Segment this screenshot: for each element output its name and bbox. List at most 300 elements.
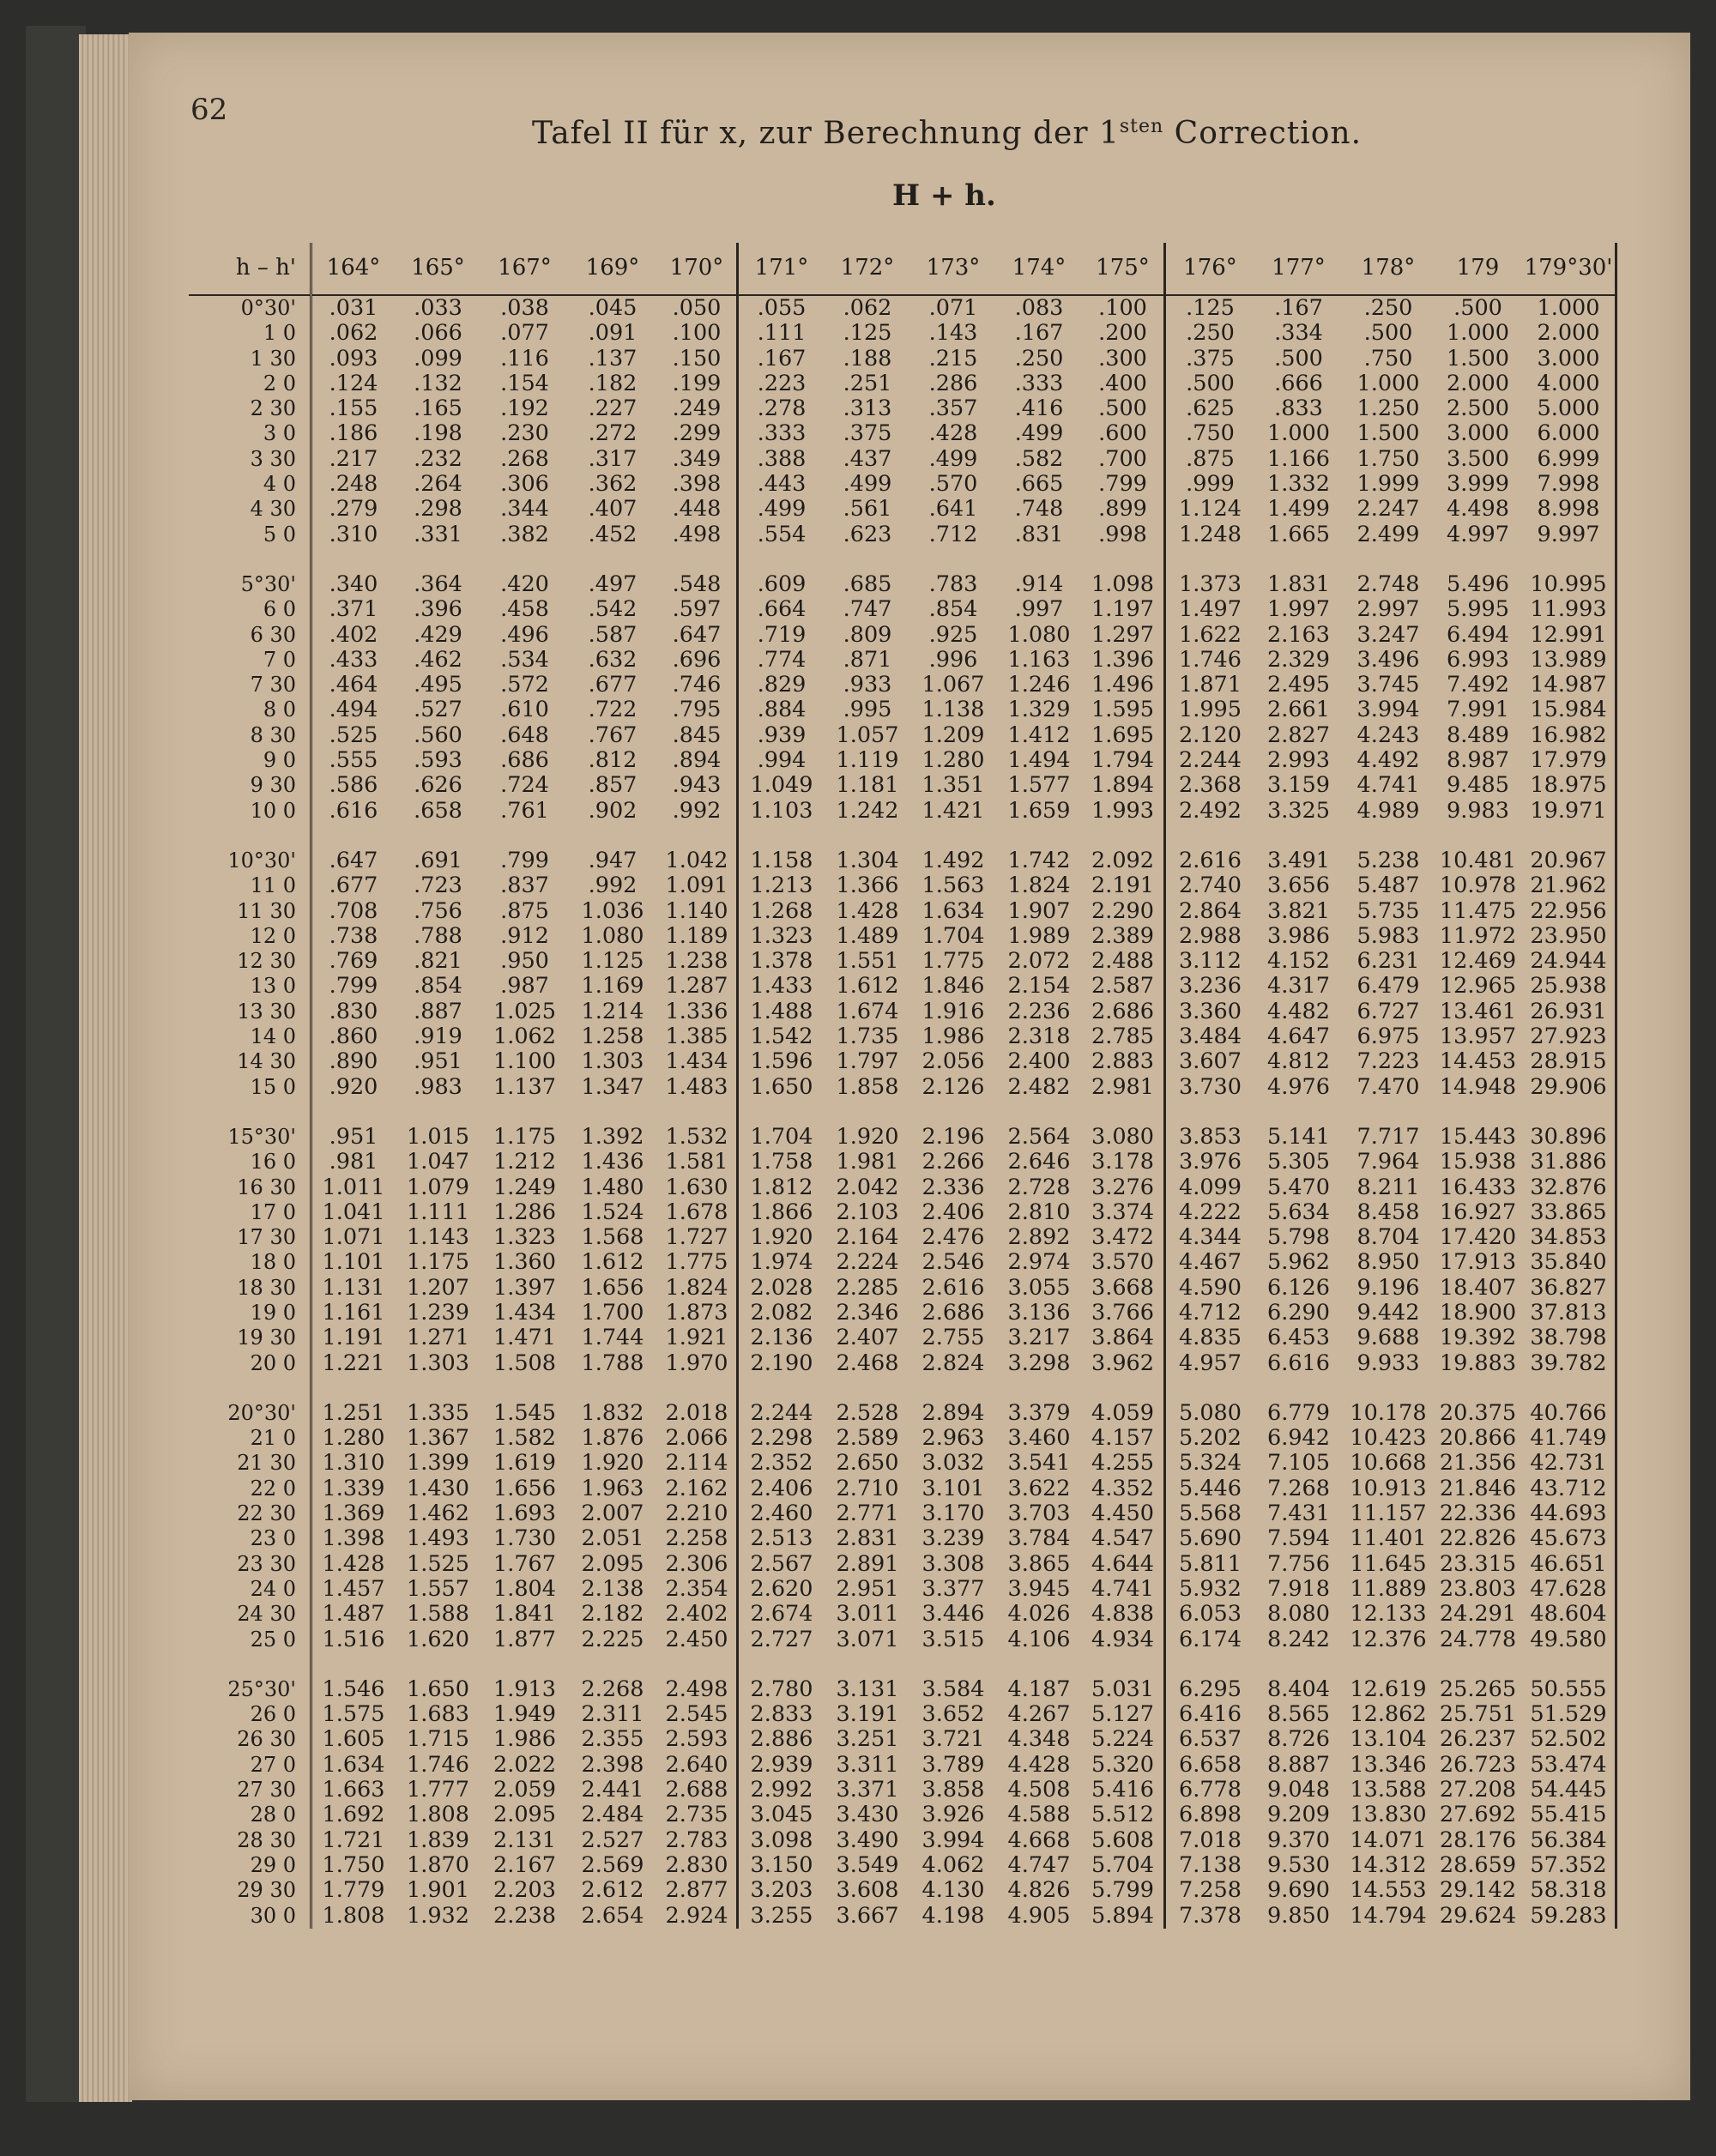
value-cell: 1.727	[665, 1224, 728, 1251]
spacer-cell	[996, 547, 1082, 572]
value-cell: 46.651	[1522, 1552, 1616, 1577]
value-cell: 23.950	[1522, 924, 1616, 949]
column-header: 170°	[657, 243, 738, 295]
value-cell: 6.453	[1266, 1325, 1330, 1351]
value-cell: 7.470	[1356, 1073, 1420, 1100]
value-cell: 6.053	[1165, 1602, 1255, 1627]
value-cell: .448	[672, 496, 722, 522]
value-cell: 11.401	[1350, 1525, 1427, 1552]
value-cell: .586	[311, 773, 396, 798]
value-cell: 4.344	[1165, 1225, 1255, 1250]
value-cell: 59.283	[1522, 1904, 1616, 1929]
value-cell: .248	[311, 472, 396, 497]
spacer-cell	[1434, 824, 1522, 849]
value-cell: 1.392	[581, 1123, 644, 1150]
value-cell: 3.730	[1165, 1075, 1255, 1100]
value-cell: 1.351	[921, 772, 985, 799]
table-body	[189, 295, 1616, 1929]
value-cell: 3.484	[1165, 1024, 1255, 1049]
value-cell: 6.975	[1356, 1024, 1420, 1050]
value-cell: 1.545	[492, 1399, 556, 1426]
spacer-cell	[568, 1100, 657, 1125]
value-cell: 2.406	[921, 1199, 985, 1225]
spacer-cell	[311, 1376, 396, 1401]
value-cell: 2.311	[581, 1701, 644, 1728]
value-cell: .100	[1098, 295, 1147, 321]
spacer-cell	[311, 824, 396, 849]
value-cell: .719	[738, 623, 825, 648]
value-cell: 8.080	[1266, 1601, 1330, 1628]
value-cell: 1.901	[406, 1877, 469, 1904]
value-cell: 9.933	[1356, 1350, 1420, 1376]
spacer-cell	[657, 1652, 738, 1677]
value-cell: 2.203	[492, 1877, 556, 1904]
value-cell: 1.516	[311, 1628, 396, 1652]
row-label-cell: 20 0	[250, 1350, 296, 1375]
table-row	[189, 1075, 1616, 1100]
value-cell: 29.142	[1439, 1877, 1517, 1904]
value-cell: 1.808	[406, 1802, 469, 1828]
value-cell: 3.377	[921, 1575, 985, 1602]
value-cell: .344	[500, 496, 549, 522]
value-cell: 49.580	[1522, 1628, 1616, 1652]
value-cell: 1.249	[492, 1174, 556, 1200]
value-cell: 1.500	[1356, 420, 1420, 447]
value-cell: 2.748	[1356, 571, 1420, 597]
value-cell: 1.428	[311, 1552, 396, 1577]
value-cell: 5.470	[1266, 1174, 1330, 1200]
value-cell: 5.202	[1165, 1426, 1255, 1451]
value-cell: 2.546	[921, 1249, 985, 1276]
value-cell: 15.443	[1439, 1123, 1517, 1150]
value-cell: 1.970	[665, 1350, 728, 1376]
value-cell: 6.778	[1165, 1778, 1255, 1803]
spacer-cell	[311, 547, 396, 572]
row-label-cell: 13 30	[237, 999, 296, 1024]
value-cell: .268	[500, 445, 549, 472]
value-cell: .333	[1014, 370, 1064, 396]
value-cell: 6.174	[1165, 1628, 1255, 1652]
value-cell: .182	[588, 370, 637, 396]
value-cell: 10.668	[1350, 1450, 1427, 1477]
value-cell: 1.921	[665, 1325, 728, 1351]
table-row	[189, 295, 1616, 321]
row-label-cell: 28 0	[250, 1803, 296, 1827]
value-cell: .925	[928, 621, 978, 648]
value-cell: 2.569	[581, 1851, 644, 1878]
table-row	[189, 371, 1616, 396]
value-cell: .150	[672, 345, 722, 371]
value-cell: 5.735	[1356, 897, 1420, 924]
value-cell: 4.826	[1007, 1877, 1071, 1904]
value-cell: 2.163	[1266, 621, 1330, 648]
value-cell: 2.000	[1522, 321, 1616, 346]
row-label-cell: 24 0	[250, 1576, 296, 1601]
spacer-cell	[657, 824, 738, 849]
value-cell: .555	[311, 748, 396, 773]
value-cell: 4.741	[1091, 1575, 1154, 1602]
value-cell: 2.355	[581, 1726, 644, 1753]
value-cell: 39.782	[1522, 1351, 1616, 1376]
value-cell: 2.894	[921, 1399, 985, 1426]
value-cell: 5.690	[1165, 1526, 1255, 1551]
value-cell: 2.082	[738, 1301, 825, 1326]
value-cell: 1.367	[406, 1425, 469, 1452]
value-cell: 2.018	[665, 1399, 728, 1426]
value-cell: .641	[928, 496, 978, 522]
value-cell: .099	[414, 345, 462, 371]
page-edges	[79, 34, 132, 2102]
spacer-cell	[825, 824, 910, 849]
value-cell: .712	[928, 521, 978, 547]
value-cell: .200	[1098, 320, 1147, 347]
value-cell: 2.780	[738, 1677, 825, 1702]
table-row	[189, 396, 1616, 421]
column-header: 169°	[568, 243, 657, 295]
spacer-cell	[1082, 1652, 1165, 1677]
value-cell: .264	[414, 471, 462, 498]
value-cell: 3.962	[1091, 1350, 1154, 1376]
value-cell: 11.475	[1439, 897, 1517, 924]
value-cell: 28.659	[1439, 1851, 1517, 1878]
value-cell: 1.630	[665, 1174, 728, 1200]
value-cell: 5.894	[1091, 1902, 1154, 1929]
value-cell: 14.948	[1439, 1073, 1517, 1100]
value-cell: 7.268	[1266, 1475, 1330, 1501]
value-cell: .875	[1165, 447, 1255, 472]
value-cell: 11.993	[1522, 597, 1616, 622]
value-cell: .364	[414, 571, 462, 597]
value-cell: .499	[928, 445, 978, 472]
value-cell: 4.668	[1007, 1827, 1071, 1853]
value-cell: .648	[500, 722, 549, 748]
value-cell: .767	[588, 722, 637, 748]
value-cell: .600	[1098, 420, 1147, 447]
value-cell: 4.838	[1091, 1601, 1154, 1628]
value-cell: 10.978	[1439, 873, 1517, 899]
correction-table	[189, 243, 1617, 1929]
value-cell: 4.198	[921, 1902, 985, 1929]
value-cell: 5.324	[1165, 1451, 1255, 1476]
value-cell: 1.471	[492, 1325, 556, 1351]
table-row	[189, 1778, 1616, 1803]
spacer-cell	[1165, 1376, 1255, 1401]
value-cell: 1.797	[836, 1048, 899, 1075]
value-cell: 2.492	[1165, 799, 1255, 824]
value-cell: 12.619	[1350, 1676, 1427, 1702]
value-cell: 4.243	[1356, 722, 1420, 748]
value-cell: 3.191	[836, 1701, 899, 1728]
table-row	[189, 698, 1616, 722]
value-cell: .700	[1098, 445, 1147, 472]
value-cell: 1.824	[665, 1274, 728, 1301]
value-cell: 3.298	[1007, 1350, 1071, 1376]
table-row	[189, 1727, 1616, 1752]
value-cell: 1.124	[1165, 497, 1255, 522]
value-cell: .278	[738, 396, 825, 421]
table-row	[189, 1150, 1616, 1175]
value-cell: .677	[588, 672, 637, 698]
value-cell: 1.989	[1007, 922, 1071, 949]
value-cell: .769	[311, 949, 396, 974]
value-cell: .083	[1014, 295, 1064, 321]
value-cell: 1.986	[492, 1726, 556, 1753]
value-cell: 18.900	[1439, 1299, 1517, 1326]
row-label-cell: 14 0	[250, 1024, 296, 1049]
value-cell: 1.693	[492, 1501, 556, 1527]
value-cell: 3.255	[738, 1904, 825, 1929]
value-cell: 1.656	[492, 1475, 556, 1501]
value-cell: .249	[672, 396, 722, 422]
value-cell: .299	[672, 420, 722, 447]
row-label-cell: 10 0	[250, 798, 296, 823]
value-cell: .227	[588, 396, 637, 422]
value-cell: 3.101	[921, 1475, 985, 1501]
row-label-cell: 4 30	[250, 497, 296, 522]
value-cell: 2.488	[1091, 948, 1154, 975]
value-cell: 25.938	[1522, 974, 1616, 999]
spacer-cell	[395, 1100, 481, 1125]
value-cell: 6.898	[1165, 1803, 1255, 1827]
value-cell: 6.537	[1165, 1727, 1255, 1752]
value-cell: 9.048	[1266, 1777, 1330, 1803]
value-cell: 1.487	[311, 1602, 396, 1627]
value-cell: 1.831	[1266, 571, 1330, 597]
column-header: 167°	[481, 243, 568, 295]
value-cell: .230	[500, 420, 549, 447]
value-cell: .992	[588, 873, 637, 899]
value-cell: 3.131	[836, 1676, 899, 1702]
table-row	[189, 1049, 1616, 1074]
value-cell: 5.608	[1091, 1827, 1154, 1853]
value-cell: 3.239	[921, 1525, 985, 1552]
value-cell: 57.352	[1522, 1853, 1616, 1878]
value-cell: 2.587	[1091, 973, 1154, 999]
value-cell: 1.103	[738, 799, 825, 824]
value-cell: 3.472	[1091, 1224, 1154, 1251]
value-cell: 3.570	[1091, 1249, 1154, 1276]
value-cell: 1.619	[492, 1450, 556, 1477]
value-cell: .496	[500, 621, 549, 648]
value-cell: .685	[843, 571, 892, 597]
value-cell: .396	[414, 596, 462, 623]
table-row	[189, 1426, 1616, 1451]
value-cell: .912	[500, 922, 549, 949]
value-cell: .875	[500, 897, 549, 924]
value-cell: 4.450	[1091, 1501, 1154, 1527]
value-cell: 19.883	[1439, 1350, 1517, 1376]
value-cell: .831	[1014, 521, 1064, 547]
table-row	[189, 597, 1616, 622]
value-cell: .055	[738, 295, 825, 321]
value-cell: 1.000	[1266, 420, 1330, 447]
value-cell: .597	[672, 596, 722, 623]
value-cell: .799	[500, 847, 549, 873]
table-row	[189, 321, 1616, 346]
value-cell: 2.095	[492, 1802, 556, 1828]
value-cell: 3.080	[1091, 1123, 1154, 1150]
value-cell: 8.704	[1356, 1224, 1420, 1251]
value-cell: .400	[1098, 370, 1147, 396]
value-cell: 2.728	[1007, 1174, 1071, 1200]
value-cell: 1.480	[581, 1174, 644, 1200]
value-cell: 5.487	[1356, 873, 1420, 899]
value-cell: .500	[1363, 320, 1413, 347]
value-cell: 1.634	[921, 897, 985, 924]
row-label-cell: 22 30	[237, 1501, 296, 1526]
value-cell: 1.715	[406, 1726, 469, 1753]
value-cell: 2.066	[665, 1425, 728, 1452]
value-cell: 1.832	[581, 1399, 644, 1426]
row-label-cell: 2 0	[263, 371, 296, 396]
value-cell: .349	[672, 445, 722, 472]
row-label-cell: 14 30	[237, 1049, 296, 1074]
value-cell: 1.496	[1091, 672, 1154, 698]
value-cell: 4.348	[1007, 1726, 1071, 1753]
value-cell: 1.839	[406, 1827, 469, 1853]
column-header: 178°	[1343, 243, 1434, 295]
value-cell: 2.484	[581, 1802, 644, 1828]
spacer-cell	[1343, 824, 1434, 849]
value-cell: 2.833	[738, 1702, 825, 1727]
value-cell: .761	[500, 797, 549, 824]
value-cell: 1.303	[406, 1350, 469, 1376]
title-tail: Correction.	[1163, 116, 1363, 151]
value-cell: 1.399	[406, 1450, 469, 1477]
value-cell: 51.529	[1522, 1702, 1616, 1727]
value-cell: 1.062	[492, 1024, 556, 1050]
value-cell: .154	[500, 370, 549, 396]
value-cell: 4.588	[1007, 1802, 1071, 1828]
value-cell: 1.779	[311, 1878, 396, 1903]
value-cell: 26.237	[1439, 1726, 1517, 1753]
value-cell: 1.000	[1356, 370, 1420, 396]
value-cell: 4.492	[1356, 747, 1420, 774]
value-cell: .429	[414, 621, 462, 648]
value-cell: 8.987	[1446, 747, 1509, 774]
value-cell: 5.305	[1266, 1149, 1330, 1175]
value-cell: 53.474	[1522, 1753, 1616, 1778]
value-cell: .788	[414, 922, 462, 949]
value-cell: 3.311	[836, 1751, 899, 1778]
value-cell: 22.956	[1522, 899, 1616, 924]
spacer-cell	[1522, 1376, 1616, 1401]
value-cell: 2.450	[665, 1626, 728, 1652]
value-cell: 4.187	[1007, 1676, 1071, 1702]
value-cell: 4.976	[1266, 1073, 1330, 1100]
value-cell: 24.778	[1439, 1626, 1517, 1652]
spacer-cell	[996, 1652, 1082, 1677]
row-label-cell: 8 30	[250, 722, 296, 747]
value-cell: 1.239	[406, 1299, 469, 1326]
value-cell: .031	[311, 295, 396, 321]
value-cell: 1.858	[836, 1073, 899, 1100]
spacer-cell	[1343, 1376, 1434, 1401]
value-cell: 1.963	[581, 1475, 644, 1501]
value-cell: 2.963	[921, 1425, 985, 1452]
table-row	[189, 421, 1616, 446]
row-label-cell: 29 30	[237, 1878, 296, 1903]
value-cell: 7.105	[1266, 1450, 1330, 1477]
row-label-cell: 1 0	[263, 321, 296, 346]
value-cell: 22.826	[1439, 1525, 1517, 1552]
value-cell: 2.236	[1007, 998, 1071, 1024]
table-row	[189, 924, 1616, 949]
value-cell: 7.378	[1165, 1904, 1255, 1929]
spacer-cell	[1522, 824, 1616, 849]
value-cell: 1.025	[492, 998, 556, 1024]
row-label-cell: 25°30'	[227, 1676, 296, 1701]
value-cell: 2.238	[492, 1902, 556, 1929]
value-cell: 8.404	[1266, 1676, 1330, 1702]
value-cell: 2.400	[1007, 1048, 1071, 1075]
value-cell: 2.182	[581, 1601, 644, 1628]
value-cell: .167	[1274, 295, 1323, 321]
column-header: 174°	[996, 243, 1082, 295]
value-cell: 1.581	[665, 1149, 728, 1175]
value-cell: 5.995	[1446, 596, 1509, 623]
value-cell: 2.810	[1007, 1199, 1071, 1225]
spacer-cell	[481, 824, 568, 849]
value-cell: 4.222	[1165, 1200, 1255, 1225]
value-cell: 2.022	[492, 1751, 556, 1778]
value-cell: 2.402	[665, 1601, 728, 1628]
value-cell: .077	[500, 320, 549, 347]
value-cell: .313	[843, 396, 892, 422]
value-cell: .500	[1453, 295, 1502, 321]
spacer-cell	[311, 1652, 396, 1677]
value-cell: 1.508	[492, 1350, 556, 1376]
value-cell: 3.668	[1091, 1274, 1154, 1301]
value-cell: 10.995	[1522, 572, 1616, 597]
value-cell: .570	[928, 471, 978, 498]
table-row	[189, 447, 1616, 472]
value-cell: 3.549	[836, 1851, 899, 1878]
value-cell: 2.000	[1446, 370, 1509, 396]
row-label-cell: 3 0	[263, 421, 296, 446]
value-cell: 1.125	[581, 948, 644, 975]
value-cell: 13.830	[1350, 1802, 1427, 1828]
value-cell: 15.938	[1439, 1149, 1517, 1175]
value-cell: .199	[672, 370, 722, 396]
value-cell: 1.612	[581, 1249, 644, 1276]
spacer-cell	[1254, 1652, 1343, 1677]
value-cell: 1.841	[492, 1601, 556, 1628]
value-cell: 1.119	[836, 747, 899, 774]
value-cell: .981	[311, 1150, 396, 1175]
value-cell: .902	[588, 797, 637, 824]
value-cell: 2.612	[581, 1877, 644, 1904]
table-row	[189, 648, 1616, 673]
value-cell: 3.251	[836, 1726, 899, 1753]
value-cell: 3.308	[921, 1550, 985, 1577]
table-row	[189, 999, 1616, 1024]
value-cell: 1.525	[406, 1550, 469, 1577]
value-cell: 1.175	[492, 1123, 556, 1150]
value-cell: 3.247	[1356, 621, 1420, 648]
value-cell: 2.298	[738, 1426, 825, 1451]
table-row	[189, 1677, 1616, 1702]
value-cell: 1.483	[665, 1073, 728, 1100]
value-cell: 21.356	[1439, 1450, 1517, 1477]
value-cell: 3.622	[1007, 1475, 1071, 1501]
value-cell: 3.236	[1165, 974, 1255, 999]
value-cell: .830	[311, 999, 396, 1024]
value-cell: 4.905	[1007, 1902, 1071, 1929]
value-cell: 1.329	[1007, 697, 1071, 723]
value-cell: 4.747	[1007, 1851, 1071, 1878]
value-cell: 7.717	[1356, 1123, 1420, 1150]
